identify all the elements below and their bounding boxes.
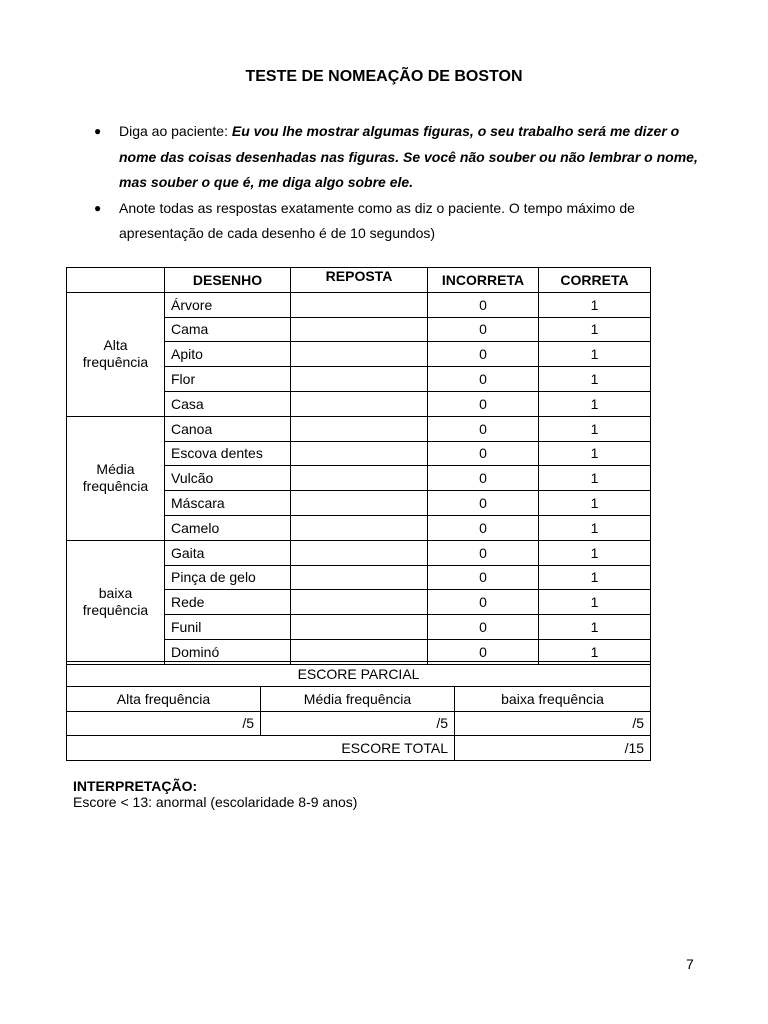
response-field[interactable] <box>291 466 428 491</box>
incorrect-score[interactable]: 0 <box>428 416 539 441</box>
table-row <box>67 540 651 565</box>
response-field[interactable] <box>291 515 428 540</box>
drawing-name: Máscara <box>165 491 291 516</box>
incorrect-score[interactable]: 0 <box>428 515 539 540</box>
drawing-name: Árvore <box>165 292 291 317</box>
incorrect-score[interactable]: 0 <box>428 292 539 317</box>
correct-score[interactable]: 1 <box>539 317 651 342</box>
score-table <box>66 661 651 761</box>
drawing-name: Rede <box>165 590 291 615</box>
correct-score[interactable]: 1 <box>539 565 651 590</box>
drawing-name: Camelo <box>165 515 291 540</box>
total-score-label: ESCORE TOTAL <box>67 736 455 761</box>
incorrect-score[interactable]: 0 <box>428 391 539 416</box>
column-header: INCORRETA <box>428 268 539 293</box>
score-category: baixa frequência <box>455 686 651 711</box>
drawing-name: Escova dentes <box>165 441 291 466</box>
drawing-name: Funil <box>165 615 291 640</box>
correct-score[interactable]: 1 <box>539 466 651 491</box>
response-field[interactable] <box>291 342 428 367</box>
response-field[interactable] <box>291 441 428 466</box>
interpretation <box>73 778 357 810</box>
table-row <box>67 416 651 441</box>
incorrect-score[interactable]: 0 <box>428 317 539 342</box>
score-row <box>67 686 651 711</box>
naming-table <box>66 267 651 665</box>
drawing-name: Gaita <box>165 540 291 565</box>
correct-score[interactable]: 1 <box>539 540 651 565</box>
instruction-item <box>92 119 712 196</box>
frequency-group-label: Alta frequência <box>67 292 165 416</box>
incorrect-score[interactable]: 0 <box>428 590 539 615</box>
score-category: Média frequência <box>261 686 455 711</box>
response-field[interactable] <box>291 615 428 640</box>
response-field[interactable] <box>291 317 428 342</box>
correct-score[interactable]: 1 <box>539 491 651 516</box>
drawing-name: Dominó <box>165 639 291 664</box>
total-score-field[interactable]: /15 <box>455 736 651 761</box>
incorrect-score[interactable]: 0 <box>428 367 539 392</box>
interpretation-heading: INTERPRETAÇÃO: <box>73 778 198 794</box>
instruction-text: Anote todas as respostas exatamente como as diz o paciente. O tempo máximo de apresentação de cada desenho é de 10 segundos) <box>119 199 635 241</box>
score-row <box>67 662 651 687</box>
response-field[interactable] <box>291 292 428 317</box>
incorrect-score[interactable]: 0 <box>428 342 539 367</box>
drawing-name: Apito <box>165 342 291 367</box>
drawing-name: Casa <box>165 391 291 416</box>
correct-score[interactable]: 1 <box>539 391 651 416</box>
column-header: CORRETA <box>539 268 651 293</box>
score-row <box>67 711 651 736</box>
incorrect-score[interactable]: 0 <box>428 565 539 590</box>
response-field[interactable] <box>291 491 428 516</box>
score-value-field[interactable]: /5 <box>67 711 261 736</box>
frequency-group-label: Média frequência <box>67 416 165 540</box>
incorrect-score[interactable]: 0 <box>428 540 539 565</box>
incorrect-score[interactable]: 0 <box>428 615 539 640</box>
bullet-icon: ● <box>94 124 102 138</box>
frequency-group-label: baixa frequência <box>67 540 165 664</box>
correct-score[interactable]: 1 <box>539 590 651 615</box>
bullet-icon: ● <box>94 200 102 215</box>
interpretation-text: Escore < 13: anormal (escolaridade 8-9 anos) <box>73 794 358 810</box>
incorrect-score[interactable]: 0 <box>428 441 539 466</box>
corner-cell <box>67 268 165 293</box>
correct-score[interactable]: 1 <box>539 615 651 640</box>
score-value-field[interactable]: /5 <box>455 711 651 736</box>
score-category: Alta frequência <box>67 686 261 711</box>
correct-score[interactable]: 1 <box>539 639 651 664</box>
column-header: DESENHO <box>165 268 291 293</box>
response-field[interactable] <box>291 590 428 615</box>
response-field[interactable] <box>291 565 428 590</box>
incorrect-score[interactable]: 0 <box>428 491 539 516</box>
response-field[interactable] <box>291 391 428 416</box>
column-header: REPOSTA <box>291 268 428 293</box>
instruction-prefix: Diga ao paciente: <box>119 123 232 139</box>
correct-score[interactable]: 1 <box>539 367 651 392</box>
response-field[interactable] <box>291 416 428 441</box>
drawing-name: Canoa <box>165 416 291 441</box>
drawing-name: Pinça de gelo <box>165 565 291 590</box>
partial-score-label: ESCORE PARCIAL <box>67 662 651 687</box>
response-field[interactable] <box>291 540 428 565</box>
page-title: TESTE DE NOMEAÇÃO DE BOSTON <box>245 68 523 85</box>
correct-score[interactable]: 1 <box>539 441 651 466</box>
drawing-name: Flor <box>165 367 291 392</box>
drawing-name: Vulcão <box>165 466 291 491</box>
response-field[interactable] <box>291 367 428 392</box>
incorrect-score[interactable]: 0 <box>428 466 539 491</box>
page-number: 7 <box>686 956 694 972</box>
score-row <box>67 736 651 761</box>
correct-score[interactable]: 1 <box>539 342 651 367</box>
instructions <box>92 119 712 247</box>
correct-score[interactable]: 1 <box>539 416 651 441</box>
instruction-item <box>92 196 712 247</box>
score-value-field[interactable]: /5 <box>261 711 455 736</box>
incorrect-score[interactable]: 0 <box>428 639 539 664</box>
instruction-spoken-text: Eu vou lhe mostrar algumas figuras, o seu trabalho será me dizer o nome das coisas desenhadas nas figuras. Se você não souber ou não lembrar o nome, mas souber o que é, me diga algo sobre ele. <box>119 123 698 190</box>
table-header-row <box>67 268 651 293</box>
table-row <box>67 292 651 317</box>
correct-score[interactable]: 1 <box>539 515 651 540</box>
correct-score[interactable]: 1 <box>539 292 651 317</box>
drawing-name: Cama <box>165 317 291 342</box>
